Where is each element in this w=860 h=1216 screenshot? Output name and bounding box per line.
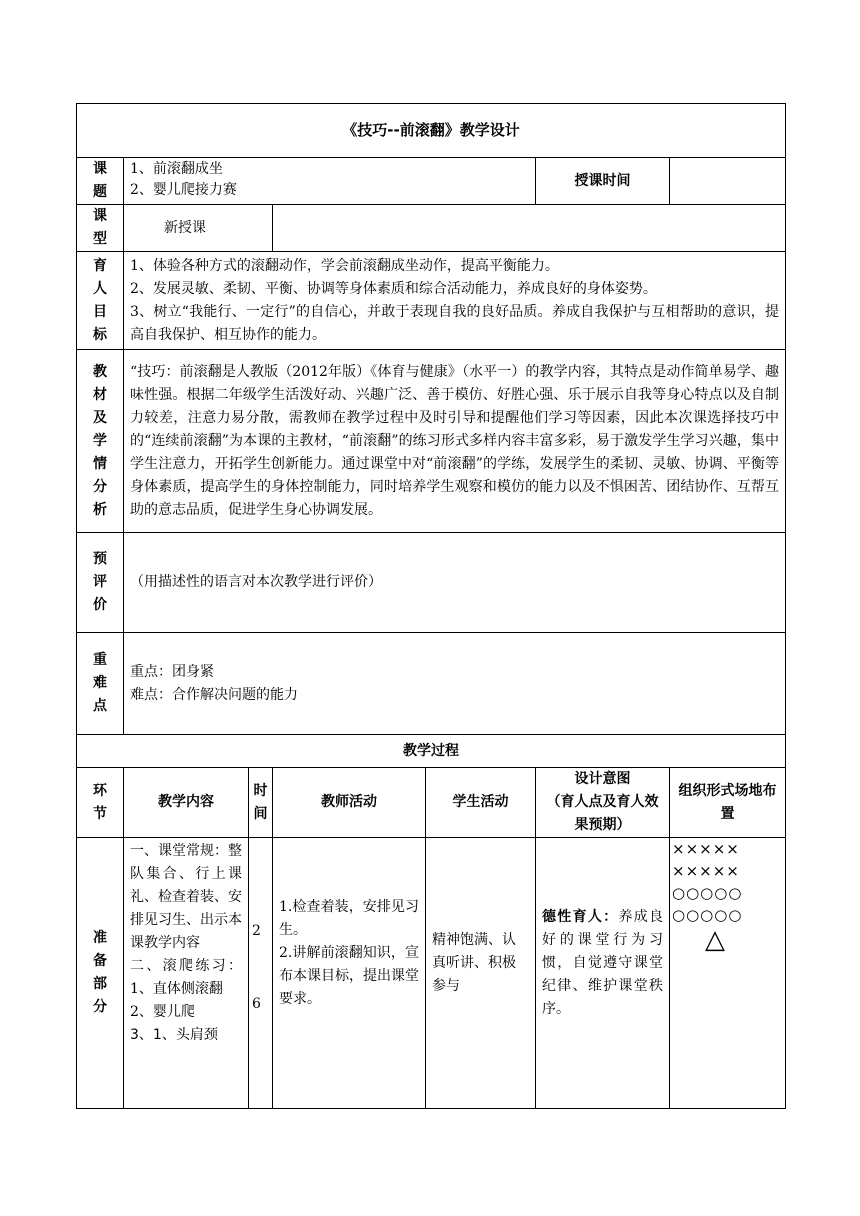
header-teacher: 教师活动 xyxy=(273,768,426,838)
key-points-row xyxy=(77,633,786,735)
teacher-item: 1.检查着装，安排见习生。 xyxy=(279,898,419,938)
goals-label-char: 目 xyxy=(93,303,107,320)
pre-eval-text: （用描述性的语言对本次教学进行评价） xyxy=(124,533,786,633)
header-intent xyxy=(536,768,670,838)
goal-item: 2、发展灵敏、柔韧、平衡、协调等身体素质和综合活动能力，养成良好的身体姿势。 xyxy=(130,280,657,297)
goal-item: 1、体验各种方式的滚翻动作，学会前滚翻成坐动作，提高平衡能力。 xyxy=(130,257,559,274)
type-value: 新授课 xyxy=(124,205,273,252)
key-point: 重点：团身紧 xyxy=(130,663,214,680)
topic-items xyxy=(124,158,536,205)
header-time: 时 间 xyxy=(249,768,273,838)
content-item: 2、婴儿爬 xyxy=(130,1004,195,1020)
preparation-content xyxy=(124,838,249,1109)
header-content: 教学内容 xyxy=(124,768,249,838)
intent-bold: 德性育人： xyxy=(542,908,619,925)
goal-item: 3、树立“我能行、一定行”的自信心，并敢于表现自我的良好品质。养成自我保护与互相帮助的意识，提高自我保护、相互协作的能力。 xyxy=(130,303,780,343)
goals-label-char: 育 xyxy=(93,257,107,274)
topic-row xyxy=(77,158,786,205)
formation-row: ○○○○○ xyxy=(672,906,743,924)
difficulty-point: 难点：合作解决问题的能力 xyxy=(130,686,298,703)
type-label: 课 型 xyxy=(77,205,124,252)
topic-label-text: 课 题 xyxy=(93,161,107,200)
teacher-activity xyxy=(273,838,426,1109)
pre-eval-row xyxy=(77,533,786,633)
header-stage: 环 节 xyxy=(77,768,124,838)
student-activity: 精神饱满、认真听讲、积极参与 xyxy=(426,838,536,1109)
time-label: 授课时间 xyxy=(536,158,670,205)
formation-diagram xyxy=(670,838,786,1109)
goals-label xyxy=(77,252,124,350)
intent-text: 养成良好的课堂行为习惯，自觉遵守课堂纪律、维护课堂秩序。 xyxy=(542,908,664,1017)
content-item: 二、滚爬练习：1、直体侧滚翻 xyxy=(130,958,242,997)
time-value xyxy=(670,158,786,205)
process-title: 教学过程 xyxy=(77,735,786,768)
preparation-row xyxy=(77,838,786,1109)
header-org: 组织形式场地布置 xyxy=(670,768,786,838)
type-row xyxy=(77,205,786,252)
goals-content xyxy=(124,252,786,350)
document-title: 《技巧--前滚翻》教学设计 xyxy=(77,104,786,158)
topic-item: 1、前滚翻成坐 xyxy=(130,161,223,177)
goals-label-char: 标 xyxy=(93,326,107,343)
content-item: 一、课堂常规：整队集合、行上课礼、检查着装、安排见习生、出示本课教学内容 xyxy=(130,843,242,951)
goals-label-char: 人 xyxy=(93,280,107,297)
goals-row xyxy=(77,252,786,350)
formation-row: ××××× xyxy=(672,840,740,858)
analysis-text: “技巧：前滚翻是人教版（2012年版）《体育与健康》（水平一）的教学内容，其特点是动作简单易学、趣味性强。根据二年级学生活泼好动、兴趣广泛、善于模仿、好胜心强、乐于展示自我等身心特点以及自制力较差，注意力易分散，需教师在教学过程中及时引导和提醒他们学习等因素，因此本次课选择技巧中的“连续前滚翻”为本课的主教材，“前滚翻”的练习形式多样内容丰富多彩，易于激发学生学习兴趣，集中学生注意力，开拓学生创新能力。通过课堂中对“前滚翻”的学练，发展学生的柔韧、灵敏、协调、平衡等身体素质，提高学生的身体控制能力，同时培养学生观察和模仿的能力以及不惧困苦、团结协作、互帮互助的意志品质，促进学生身心协调发展。 xyxy=(124,350,786,533)
topic-item: 2、婴儿爬接力赛 xyxy=(130,182,237,198)
formation-row: ××××× xyxy=(672,862,740,880)
analysis-row xyxy=(77,350,786,533)
analysis-label: 教 材 及 学 情 分 析 xyxy=(77,350,124,533)
header-intent-line1: 设计意图 xyxy=(574,771,631,787)
time-value-item: 2 xyxy=(252,923,261,939)
header-intent-line2: （育人点及育人效果预期） xyxy=(546,794,659,833)
process-header-row xyxy=(77,768,786,838)
content-item: 3、1、头肩颈 xyxy=(130,1027,218,1043)
preparation-time xyxy=(249,838,273,1109)
teacher-position-icon: △ xyxy=(705,925,727,955)
design-intent xyxy=(536,838,670,1109)
teacher-item: 2.讲解前滚翻知识，宣布本课目标，提出课堂要求。 xyxy=(279,944,419,1007)
title-row xyxy=(77,104,786,158)
time-value-item: 6 xyxy=(252,996,261,1012)
process-title-row xyxy=(77,735,786,768)
lesson-plan-table xyxy=(76,103,786,1109)
pre-eval-label: 预 评 价 xyxy=(77,533,124,633)
key-points-content xyxy=(124,633,786,735)
stage-label: 准 备 部 分 xyxy=(77,838,124,1109)
key-points-label: 重 难 点 xyxy=(77,633,124,735)
formation-row: ○○○○○ xyxy=(672,884,743,902)
header-student: 学生活动 xyxy=(426,768,536,838)
type-extra xyxy=(273,205,786,252)
topic-label xyxy=(77,158,124,205)
lesson-plan-document xyxy=(76,103,785,1109)
